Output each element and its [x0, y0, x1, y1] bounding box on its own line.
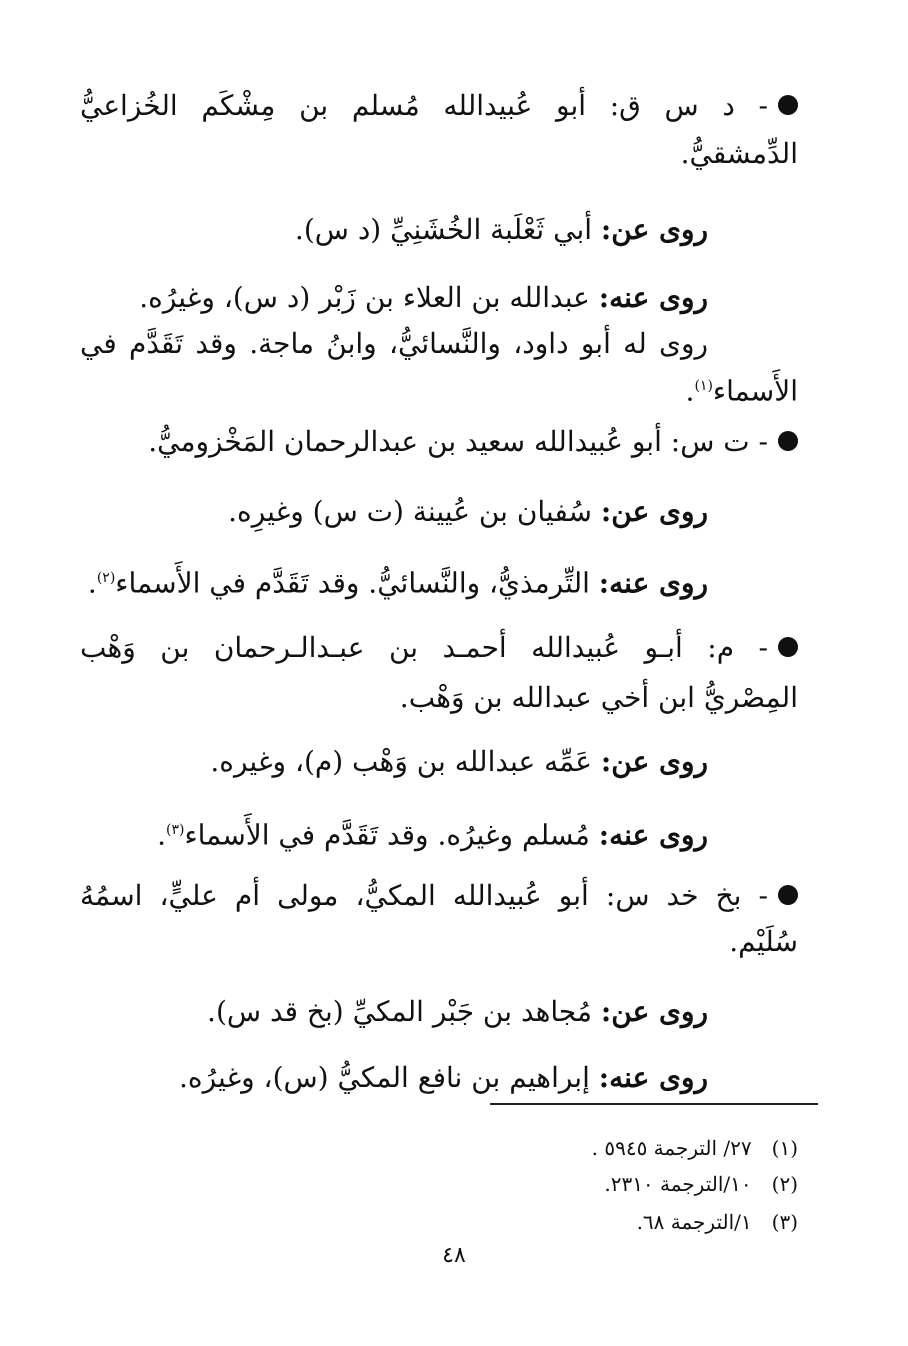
entry-2-header-line-1: - ت س: أبو عُبيدالله سعيد بن عبدالرحمان المَخْزوميُّ. — [80, 420, 798, 464]
footnote-number: (١) — [771, 1136, 798, 1160]
footnote-text: ١/الترجمة ٦٨. — [636, 1210, 752, 1234]
entry-3-header-line-2: المِصْريُّ ابن أخي عبدالله بن وَهْب. — [399, 681, 798, 714]
entry-2-rawa-anhu: روى عنه: التِّرمذيُّ، والنَّسائيُّ. وقد تَقَدَّم في الأَسماء$^{(٢)}$. — [87, 566, 708, 600]
rawa-an-label: روى عن: — [600, 995, 708, 1028]
entry-3-header-line-1: - م: أبـو عُبيدالله أحمـد بن عبـدالـرحمان بن وَهْب — [80, 626, 798, 670]
footnote-3 — [637, 1208, 798, 1236]
footnote-ref: (٣) — [165, 822, 185, 838]
footnote-ref: (٢) — [96, 570, 116, 586]
bullet-icon — [778, 431, 798, 451]
rawa-an-text: مُجاهد بن جَبْر المكيِّ (بخ قد س). — [207, 995, 593, 1028]
footnote-number: (٣) — [771, 1210, 798, 1234]
entry-1-header-line-1: - د س ق: أبو عُبيدالله مُسلم بن مِشْكَم الخُزاعيُّ — [80, 84, 798, 128]
entry-3-rawa-anhu: روى عنه: مُسلم وغيرُه. وقد تَقَدَّم في الأَسماء$^{(٣)}$. — [157, 818, 708, 852]
rawa-an-label: روى عن: — [600, 495, 708, 528]
entry-1-header-line-2: الدِّمشقيُّ. — [680, 137, 798, 170]
entry-2-rawa-an — [80, 490, 708, 534]
entry-4-rawa-anhu — [80, 1056, 708, 1100]
rawa-anhu-text: عبدالله بن العلاء بن زَبْر (د س)، وغيرُه. — [139, 281, 590, 314]
entry-1-rawa-an — [80, 208, 708, 252]
entry-3-rawa-an — [80, 740, 708, 784]
rawa-anhu-text: إبراهيم بن نافع المكيُّ (س)، وغيرُه. — [179, 1061, 590, 1094]
entry-4-rawa-an — [80, 990, 708, 1034]
footnote-2 — [604, 1170, 798, 1198]
footnote-text: ٢٧/ الترجمة ٥٩٤٥ . — [591, 1136, 752, 1160]
rawa-anhu-label: روى عنه: — [598, 818, 708, 852]
footnote-ref: (١) — [694, 378, 713, 394]
footnote-number: (٢) — [771, 1172, 798, 1196]
entry-1-rawa-anhu — [80, 276, 708, 320]
footnote-text: ١٠/الترجمة ٢٣١٠. — [604, 1172, 752, 1196]
bullet-icon — [778, 885, 798, 905]
rawa-anhu-label: روى عنه: — [598, 1061, 708, 1094]
rawa-anhu-text: التِّرمذيُّ، والنَّسائيُّ. وقد تَقَدَّم في الأَسماء — [115, 566, 590, 600]
rawa-an-label: روى عن: — [600, 213, 708, 246]
footnote-separator — [490, 1103, 818, 1105]
rawa-anhu-label: روى عنه: — [598, 281, 708, 314]
footnote-1 — [592, 1134, 798, 1162]
rawa-an-text: سُفيان بن عُيينة (ت س) وغيرِه. — [228, 495, 593, 528]
entry-4-header-line-1: - بخ خد س: أبو عُبيدالله المكيُّ، مولى أم عليٍّ، اسمُهُ — [80, 874, 798, 918]
rawa-an-text: عَمِّه عبدالله بن وَهْب (م)، وغيره. — [210, 745, 593, 778]
rawa-anhu-label: روى عنه: — [598, 566, 708, 600]
rawa-anhu-text: مُسلم وغيرُه. وقد تَقَدَّم في الأَسماء — [184, 818, 590, 852]
bullet-icon — [778, 637, 798, 657]
entry-1-note-line-1: روى له أبو داود، والنَّسائيُّ، وابنُ ماجة. وقد تَقَدَّم في — [80, 327, 708, 360]
entry-4-header-line-2: سُلَيْم. — [729, 925, 798, 958]
rawa-an-text: أبي ثَعْلَبة الخُشَنِيِّ (د س). — [294, 213, 593, 246]
bullet-icon — [778, 95, 798, 115]
entry-1-note-line-2: الأَسماء$^{(١)}$. — [685, 374, 798, 408]
page-number: ٤٨ — [442, 1243, 466, 1268]
rawa-an-label: روى عن: — [600, 745, 708, 778]
